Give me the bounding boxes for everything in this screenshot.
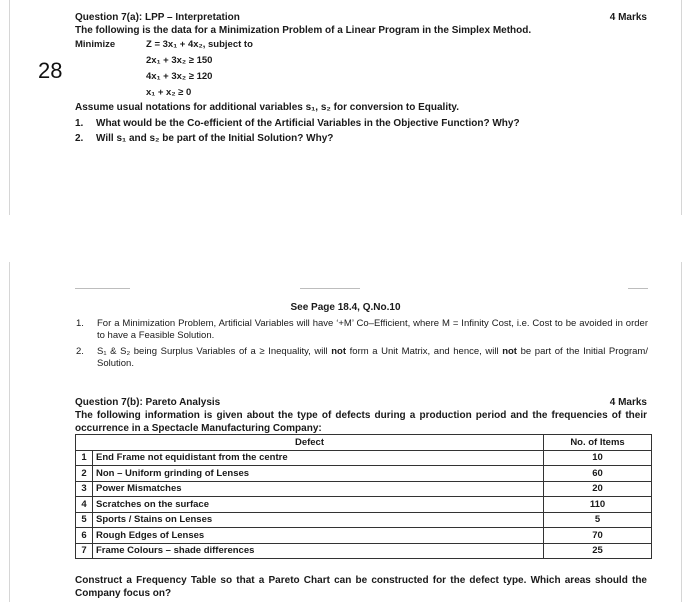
question-b-intro: The following information is given about the type of defects during a production period and the frequencies of their occurrence in a Spectacle Manufacturing Company: — [75, 410, 647, 434]
answer-item-2-part-c: be part of the Initial Program/ Solution. — [97, 346, 648, 369]
answer-item-2-num: 2. — [76, 346, 84, 357]
assumption-note: Assume usual notations for additional variables s₁, s₂ for conversion to Equality. — [75, 102, 460, 113]
row-index: 2 — [76, 466, 93, 482]
question-a-marks: 4 Marks — [609, 12, 647, 23]
row-index: 6 — [76, 528, 93, 544]
constraint-2: 4x₁ + 3x₂ ≥ 120 — [146, 71, 213, 82]
answer-item-2-part-b: form a Unit Matrix, and hence, will — [346, 346, 503, 357]
defect-column-header: Defect — [76, 435, 544, 451]
question-a-item-2-text: Will s₁ and s₂ be part of the Initial Solution? Why? — [96, 133, 334, 144]
defect-cell: Rough Edges of Lenses — [93, 528, 544, 544]
answer-item-2-part-a: S₁ & S₂ being Surplus Variables of a ≥ Inequality, will — [97, 346, 332, 357]
table-row — [76, 481, 652, 497]
defect-table-header-row — [76, 435, 652, 451]
defect-cell: Frame Colours – shade differences — [93, 543, 544, 559]
defect-cell: Sports / Stains on Lenses — [93, 512, 544, 528]
defect-cell: End Frame not equidistant from the centre — [93, 450, 544, 466]
table-row — [76, 512, 652, 528]
question-a-item-1-text: What would be the Co-efficient of the Artificial Variables in the Objective Function? Why? — [96, 118, 520, 129]
row-index: 5 — [76, 512, 93, 528]
answer-reference: See Page 18.4, Q.No.10 — [290, 302, 401, 313]
answer-item-1-num: 1. — [76, 318, 84, 329]
separator-left — [75, 288, 130, 289]
row-index: 3 — [76, 481, 93, 497]
answer-item-2-bold-1: not — [331, 346, 347, 357]
table-row — [76, 543, 652, 559]
question-a-title: Question 7(a): LPP – Interpretation — [75, 12, 240, 23]
table-row — [76, 450, 652, 466]
defect-cell: Scratches on the surface — [93, 497, 544, 513]
count-cell: 20 — [544, 481, 652, 497]
left-edge-shadow-lower — [9, 262, 10, 602]
objective-function: Z = 3x₁ + 4x₂, subject to — [146, 39, 253, 50]
separator-center — [300, 288, 360, 289]
row-index: 4 — [76, 497, 93, 513]
answer-item-2 — [76, 346, 648, 370]
count-cell: 70 — [544, 528, 652, 544]
question-b-task: Construct a Frequency Table so that a Pareto Chart can be constructed for the defect type. Which areas should the Company focus on? — [75, 575, 647, 599]
separator-right — [628, 288, 648, 289]
defect-cell: Power Mismatches — [93, 481, 544, 497]
question-a-header — [75, 11, 647, 24]
defect-table — [75, 434, 652, 559]
page-number: 28 — [38, 58, 63, 83]
right-edge-shadow-lower — [681, 262, 682, 602]
count-cell: 110 — [544, 497, 652, 513]
question-b-marks: 4 Marks — [609, 397, 647, 408]
count-column-header: No. of Items — [544, 435, 652, 451]
question-a-item-1-num: 1. — [75, 118, 84, 129]
answer-item-1-text: For a Minimization Problem, Artificial Variables will have ‘+M’ Co–Efficient, where M = Infinity Cost, i.e. Cost to be avoided in order to have a Feasible Solution. — [97, 318, 648, 341]
table-row — [76, 528, 652, 544]
answer-item-1 — [76, 318, 648, 342]
table-row — [76, 466, 652, 482]
question-b-header — [75, 396, 647, 409]
defect-cell: Non – Uniform grinding of Lenses — [93, 466, 544, 482]
question-a-intro: The following is the data for a Minimization Problem of a Linear Program in the Simplex Method. — [75, 25, 532, 36]
question-a-item-1 — [75, 117, 520, 130]
row-index: 7 — [76, 543, 93, 559]
row-index: 1 — [76, 450, 93, 466]
question-a-item-2 — [75, 132, 334, 145]
count-cell: 5 — [544, 512, 652, 528]
count-cell: 25 — [544, 543, 652, 559]
table-row — [76, 497, 652, 513]
constraint-1: 2x₁ + 3x₂ ≥ 150 — [146, 55, 213, 66]
question-b-title: Question 7(b): Pareto Analysis — [75, 397, 221, 408]
count-cell: 60 — [544, 466, 652, 482]
count-cell: 10 — [544, 450, 652, 466]
question-a-item-2-num: 2. — [75, 133, 84, 144]
constraint-3: x₁ + x₂ ≥ 0 — [146, 87, 192, 98]
left-edge-shadow — [9, 0, 10, 215]
minimize-label: Minimize — [75, 39, 116, 50]
right-edge-shadow — [681, 0, 682, 215]
answer-item-2-bold-2: not — [502, 346, 517, 357]
answer-item-2-text — [97, 346, 648, 370]
